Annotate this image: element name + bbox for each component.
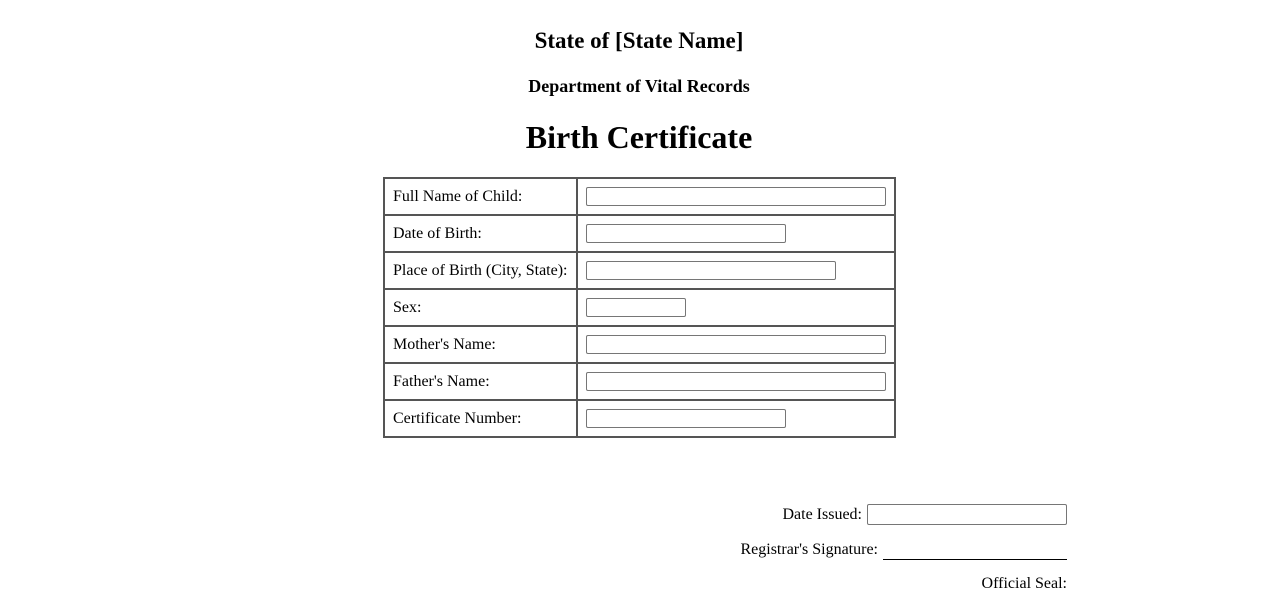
state-heading: State of [State Name] [534, 28, 744, 53]
official-seal-row [982, 574, 1067, 594]
document-title: Birth Certificate [525, 119, 753, 155]
mothers-name-label: Mother's Name: [384, 326, 577, 363]
date-issued-label: Date Issued: [782, 506, 862, 523]
registrar-signature-row [740, 540, 1067, 560]
date-of-birth-label: Date of Birth: [384, 215, 577, 252]
date-issued-row [782, 504, 1067, 525]
full-name-input[interactable] [586, 187, 886, 206]
full-name-cell [577, 178, 895, 215]
table-row-mothers-name [384, 326, 895, 363]
official-seal-label: Official Seal: [981, 575, 1067, 592]
place-of-birth-input[interactable] [586, 261, 836, 280]
mothers-name-input[interactable] [586, 335, 886, 354]
date-issued-input[interactable] [867, 504, 1067, 525]
table-row-fathers-name [384, 363, 895, 400]
full-name-label: Full Name of Child: [384, 178, 577, 215]
registrar-signature-label: Registrar's Signature: [740, 541, 878, 558]
date-of-birth-cell [577, 215, 895, 252]
department-heading: Department of Vital Records [528, 76, 750, 96]
sex-cell [577, 289, 895, 326]
fathers-name-label: Father's Name: [384, 363, 577, 400]
table-row-sex [384, 289, 895, 326]
certificate-table [383, 177, 896, 438]
fathers-name-input[interactable] [586, 372, 886, 391]
certificate-number-input[interactable] [586, 409, 786, 428]
table-row-date-of-birth [384, 215, 895, 252]
sex-label: Sex: [384, 289, 577, 326]
place-of-birth-label: Place of Birth (City, State): [384, 252, 577, 289]
place-of-birth-cell [577, 252, 895, 289]
certificate-number-label: Certificate Number: [384, 400, 577, 437]
date-of-birth-input[interactable] [586, 224, 786, 243]
fathers-name-cell [577, 363, 895, 400]
table-row-full-name [384, 178, 895, 215]
table-row-place-of-birth [384, 252, 895, 289]
table-row-certificate-number [384, 400, 895, 437]
sex-input[interactable] [586, 298, 686, 317]
certificate-number-cell [577, 400, 895, 437]
signature-line[interactable] [883, 543, 1067, 560]
mothers-name-cell [577, 326, 895, 363]
